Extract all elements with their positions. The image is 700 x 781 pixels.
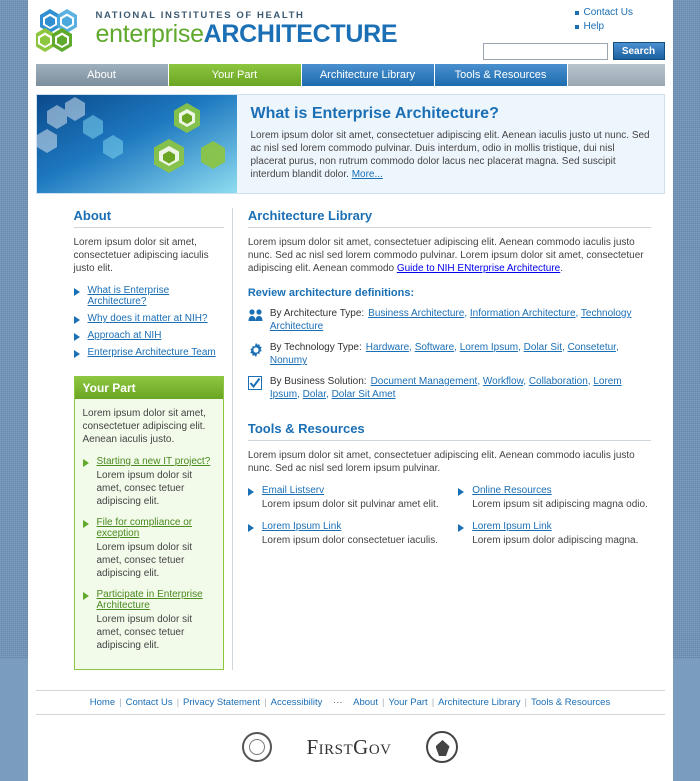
footer-sep [322,697,333,708]
site-logo[interactable] [36,8,398,52]
your-part-list [83,456,215,652]
definition-content-technology-type [270,341,651,367]
def-link-lorem-ipsum[interactable]: Lorem Ipsum [460,342,518,353]
def-link-collaboration[interactable]: Collaboration [529,376,588,387]
about-link-3[interactable]: Enterprise Architecture Team [88,347,216,358]
hhs-seal-icon [242,732,272,762]
search-area [395,42,665,60]
tools-links-column-left [248,485,440,557]
your-part-body [75,399,223,669]
people-icon [248,307,270,326]
site-header [28,0,673,60]
tools-sub-3: Lorem ipsum dolor adipiscing magna. [472,534,650,547]
about-link-list [74,285,224,358]
footer-link-about[interactable]: About [353,697,378,708]
site-footer [36,690,665,781]
hero-title: What is Enterprise Architecture? [251,105,652,123]
def-link-dolar-sit[interactable]: Dolar Sit [524,342,562,353]
footer-link-architecture-library[interactable]: Architecture Library [438,697,520,708]
list-item[interactable] [83,589,215,652]
your-part-link-2[interactable]: Participate in Enterprise Architecture [97,589,203,611]
checkbox-icon [248,375,270,394]
nav-item-tools-resources[interactable]: Tools & Resources [435,64,568,86]
library-body [248,236,651,275]
def-link-workflow[interactable]: Workflow [483,376,523,387]
footer-sep: | [521,697,531,708]
hero-banner [36,94,665,194]
firstgov-ov: OV [369,742,392,758]
tools-link-1[interactable]: Online Resources [472,485,551,496]
gear-icon [248,341,270,362]
definition-label-business-solution: By Business Solution: [270,376,367,387]
right-column [232,208,665,670]
definition-row-technology-type [248,341,651,367]
left-column [36,208,232,670]
firstgov-g: G [353,735,369,759]
list-item[interactable] [83,517,215,580]
tools-link-0[interactable]: Email Listserv [262,485,324,496]
utility-link-help-label[interactable]: Help [584,21,605,32]
tools-sub-2: Lorem ipsum dolor consectetuer iaculis. [262,534,440,547]
footer-sep: | [260,697,270,708]
hero-body-text: Lorem ipsum dolor sit amet, consectetuer adipiscing elit. Aenean iaculis justo ut nunc. Sed ac nisl sed lorem commodo pulvinar. Duis interdum, odio in mollis tristique, dui nisl placerat purus, non rutrum commodo dolor lacus nec placerat magna. Sed suscipit interdum blandit dolor. [251,130,650,180]
your-part-box [74,376,224,670]
tools-links-grid [248,485,651,557]
your-part-title: Your Part [75,377,223,399]
site-title-part2: ARCHITECTURE [204,20,398,48]
def-link-dolar[interactable]: Dolar [303,389,326,400]
main-navigation [36,64,665,86]
search-button[interactable]: Search [613,42,665,60]
footer-ellipsis: ··· [333,697,343,708]
list-item[interactable] [74,330,224,341]
definition-row-business-solution [248,375,651,401]
footer-sep [343,697,354,708]
tools-links-column-right [458,485,650,557]
nav-filler [568,64,665,86]
your-part-sub-1: Lorem ipsum dolor sit amet, consec tetuer adipiscing elit. [97,541,215,580]
footer-sep: | [115,697,125,708]
list-item[interactable] [83,456,215,508]
page-container [28,0,673,781]
tools-sub-0: Lorem ipsum dolor sit pulvinar amet elit. [262,498,440,511]
your-part-sub-2: Lorem ipsum dolor sit amet, consec tetuer adipiscing elit. [97,613,215,652]
library-guide-link[interactable]: Guide to NIH ENterprise Architecture [397,263,560,274]
hero-more-link[interactable]: More... [352,169,383,180]
about-section-title: About [74,208,224,228]
def-link-dolar-sit-amet[interactable]: Dolar Sit Amet [332,389,396,400]
utility-links [395,6,665,34]
def-link-software[interactable]: Software [415,342,454,353]
definition-content-architecture-type [270,307,651,333]
tools-body: Lorem ipsum dolor sit amet, consectetuer adipiscing elit. Aenean commodo iaculis justo nunc. Sed ac nisl sed lorem ipsum pulvinar. [248,449,651,475]
utility-link-contact-label[interactable]: Contact Us [584,7,633,18]
search-input[interactable] [483,43,608,60]
content-columns [36,208,665,670]
hexagon-logo-icon [36,8,88,52]
nav-item-architecture-library[interactable]: Architecture Library [302,64,435,86]
tools-link-2[interactable]: Lorem Ipsum Link [262,521,341,532]
hero-image [37,95,237,193]
footer-link-tools-resources[interactable]: Tools & Resources [531,697,610,708]
list-item[interactable] [74,285,224,307]
footer-link-privacy-statement[interactable]: Privacy Statement [183,697,260,708]
definition-links-architecture-type: Business Architecture, Information Architecture, Technology Architecture [270,308,632,332]
library-body-text: Lorem ipsum dolor sit amet, consectetuer adipiscing elit. Aenean commodo iaculis justo nunc. Sed ac nisl sed lorem commodo pulvinar. Lorem ipsum dolor sit amet, consectetuer adipiscing elit. Aenean commodo [248,237,644,274]
tools-section-title: Tools & Resources [248,421,651,441]
def-link-business-architecture[interactable]: Business Architecture [368,308,464,319]
hero-body [251,129,652,181]
footer-link-your-part[interactable]: Your Part [388,697,427,708]
def-link-lorem-ipsum-2[interactable]: Lorem Ipsum [270,376,622,400]
definition-content-business-solution [270,375,651,401]
list-item[interactable] [458,521,650,547]
list-item[interactable] [74,347,224,358]
def-link-consetetur[interactable]: Consetetur [568,342,616,353]
footer-sep: | [378,697,388,708]
about-link-0[interactable]: What is Enterprise Architecture? [88,285,170,307]
nav-item-your-part[interactable]: Your Part [169,64,302,86]
header-utility-area [395,6,665,60]
definition-row-architecture-type [248,307,651,333]
list-item[interactable] [248,485,440,511]
hero-text [237,95,664,193]
utility-link-contact[interactable] [575,6,665,20]
def-link-nonumy[interactable]: Nonumy [270,355,307,366]
list-item[interactable] [248,521,440,547]
footer-link-accessibility[interactable]: Accessibility [271,697,323,708]
review-definitions-heading: Review architecture definitions: [248,287,651,299]
utility-link-help[interactable] [575,20,665,34]
def-link-information-architecture[interactable]: Information Architecture [470,308,576,319]
footer-link-home[interactable]: Home [90,697,115,708]
your-part-sub-0: Lorem ipsum dolor sit amet, consec tetuer adipiscing elit. [97,469,215,508]
your-part-link-0[interactable]: Starting a new IT project? [97,456,211,467]
def-link-document-management[interactable]: Document Management [371,376,478,387]
org-name: NATIONAL INSTITUTES OF HEALTH [96,10,398,21]
firstgov-f: F [306,735,318,759]
definition-links-business-solution: Document Management, Workflow, Collaboration, Lorem Ipsum, Dolar, Dolar Sit Amet [270,376,622,400]
list-item[interactable] [458,485,650,511]
logo-wordmark [96,8,398,47]
about-link-2[interactable]: Approach at NIH [88,330,162,341]
about-link-1[interactable]: Why does it matter at NIH? [88,313,208,324]
nav-item-about[interactable]: About [36,64,169,86]
def-link-hardware[interactable]: Hardware [366,342,409,353]
tools-sub-1: Lorem ipsum sit adipiscing magna odio. [472,498,650,511]
your-part-intro: Lorem ipsum dolor sit amet, consectetuer adipiscing elit. Aenean iaculis justo. [83,407,215,446]
about-body: Lorem ipsum dolor sit amet, consectetuer adipiscing iaculis justo elit. [74,236,224,275]
library-section-title: Architecture Library [248,208,651,228]
site-title-part1: enterprise [96,20,204,48]
footer-sep: | [173,697,183,708]
firstgov-irst: IRST [319,742,354,758]
definition-links-technology-type: Hardware, Software, Lorem Ipsum, Dolar Sit, Consetetur, Nonumy [270,342,619,366]
definition-label-technology-type: By Technology Type: [270,342,362,353]
footer-link-bar [36,690,665,715]
your-part-link-1[interactable]: File for compliance or exception [97,517,193,539]
list-item[interactable] [74,313,224,324]
nih-seal-icon [426,731,458,763]
footer-seals [36,715,665,781]
definition-label-architecture-type: By Architecture Type: [270,308,364,319]
footer-sep: | [428,697,438,708]
library-body-end: . [560,263,563,274]
site-title [96,22,398,47]
def-link-technology-architecture[interactable]: Technology Architecture [270,308,632,332]
firstgov-logo-icon[interactable] [306,735,391,760]
footer-link-contact-us[interactable]: Contact Us [126,697,173,708]
tools-link-3[interactable]: Lorem Ipsum Link [472,521,551,532]
